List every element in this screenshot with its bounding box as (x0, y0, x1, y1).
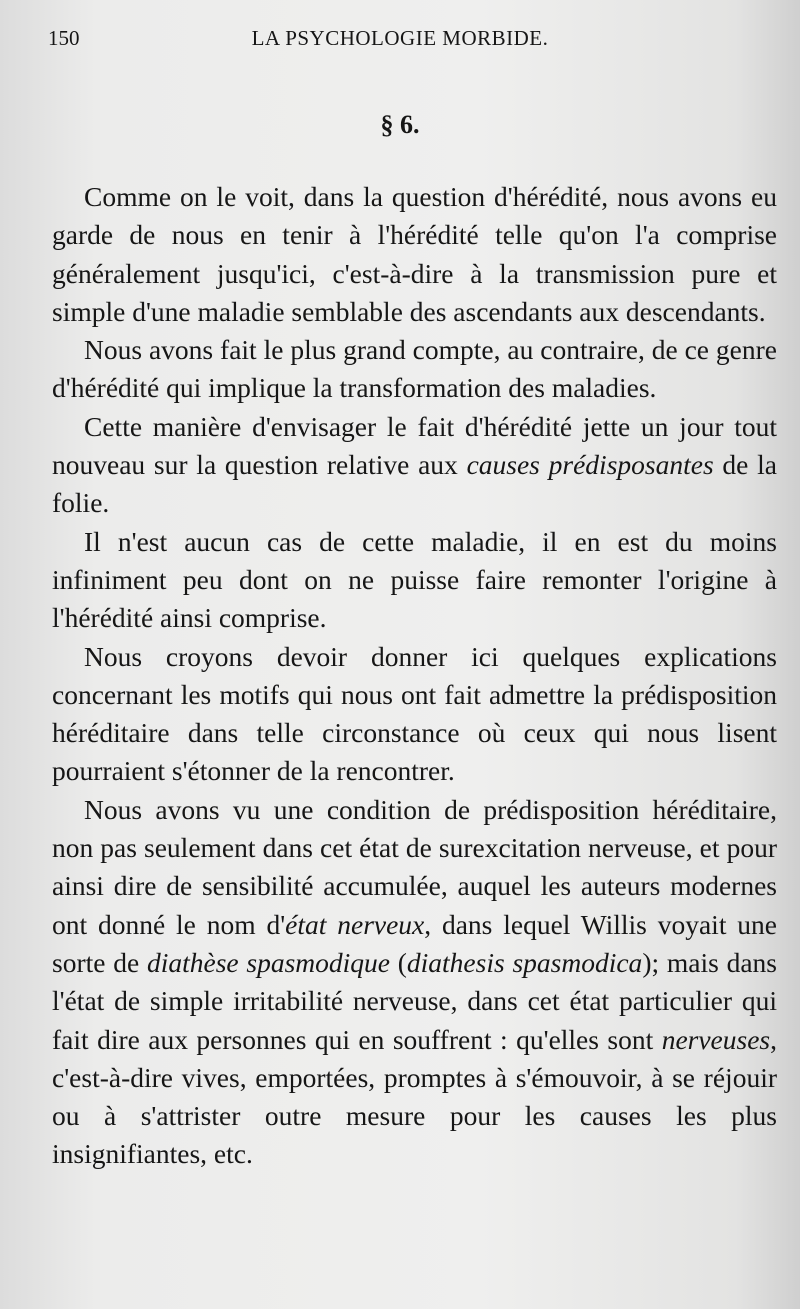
italic-text: nerveuses (661, 1023, 771, 1055)
text-run: Nous croyons devoir donner ici quelques explications concernant les motifs qui nous ont fait admettre la prédisposition héréditaire dans telle circonstance où ceux qui nous lisent pourraient s'étonner de la rencontrer. (52, 640, 777, 787)
running-title: LA PSYCHOLOGIE MORBIDE. (251, 26, 549, 50)
text-run: de la folie. (52, 449, 777, 519)
paragraph (52, 523, 777, 638)
text-run: Nous avons fait le plus grand compte, au contraire, de ce genre d'hérédité qui implique la transformation des maladies. (52, 334, 777, 404)
paragraph (52, 408, 777, 523)
section-heading: § 6. (380, 110, 420, 139)
text-run: Comme on le voit, dans la question d'hérédité, nous avons eu garde de nous en tenir à l'hérédité telle qu'on l'a comprise généralement jusqu'ici, c'est-à-dire à la transmission pure et simple d'une maladie semblable des ascendants aux descendants. (52, 181, 777, 327)
text-run: Cette manière d'envisager le fait d'hérédité jette un jour tout nouveau sur la question relative aux (52, 410, 777, 481)
paragraph (52, 638, 777, 791)
page-number: 150 (48, 26, 80, 50)
italic-text: causes prédisposantes (466, 449, 714, 481)
text-run: ( (389, 946, 407, 978)
text-run: , c'est-à-dire vives, emportées, promptes à s'émouvoir, à se réjouir ou à s'attrister outre mesure pour les causes les plus insignifiantes, etc. (52, 1023, 777, 1170)
running-header (0, 26, 800, 56)
paragraph (52, 178, 777, 331)
italic-text: état nerveux (285, 908, 425, 940)
paragraph (52, 331, 777, 408)
body-text (52, 178, 777, 1174)
text-run: ); mais dans l'état de simple irritabilité nerveuse, dans cet état particulier qui fait dire aux personnes qui en souffrent : qu'elles sont (52, 946, 777, 1055)
text-run: Nous avons vu une condition de prédisposition héréditaire, non pas seulement dans cet état de surexcitation nerveuse, et pour ainsi dire de sensibilité accumulée, auquel les auteurs modernes ont donné le nom d' (52, 793, 777, 940)
text-run: , dans lequel Willis voyait une sorte de (52, 908, 777, 978)
text-run: Il n'est aucun cas de cette maladie, il en est du moins infiniment peu dont on ne puisse faire remonter l'origine à l'hérédité ainsi comprise. (52, 525, 777, 634)
paragraph (52, 791, 777, 1174)
italic-text: diathèse spasmodique (146, 946, 390, 978)
italic-text: diathesis spasmodica (406, 946, 643, 978)
